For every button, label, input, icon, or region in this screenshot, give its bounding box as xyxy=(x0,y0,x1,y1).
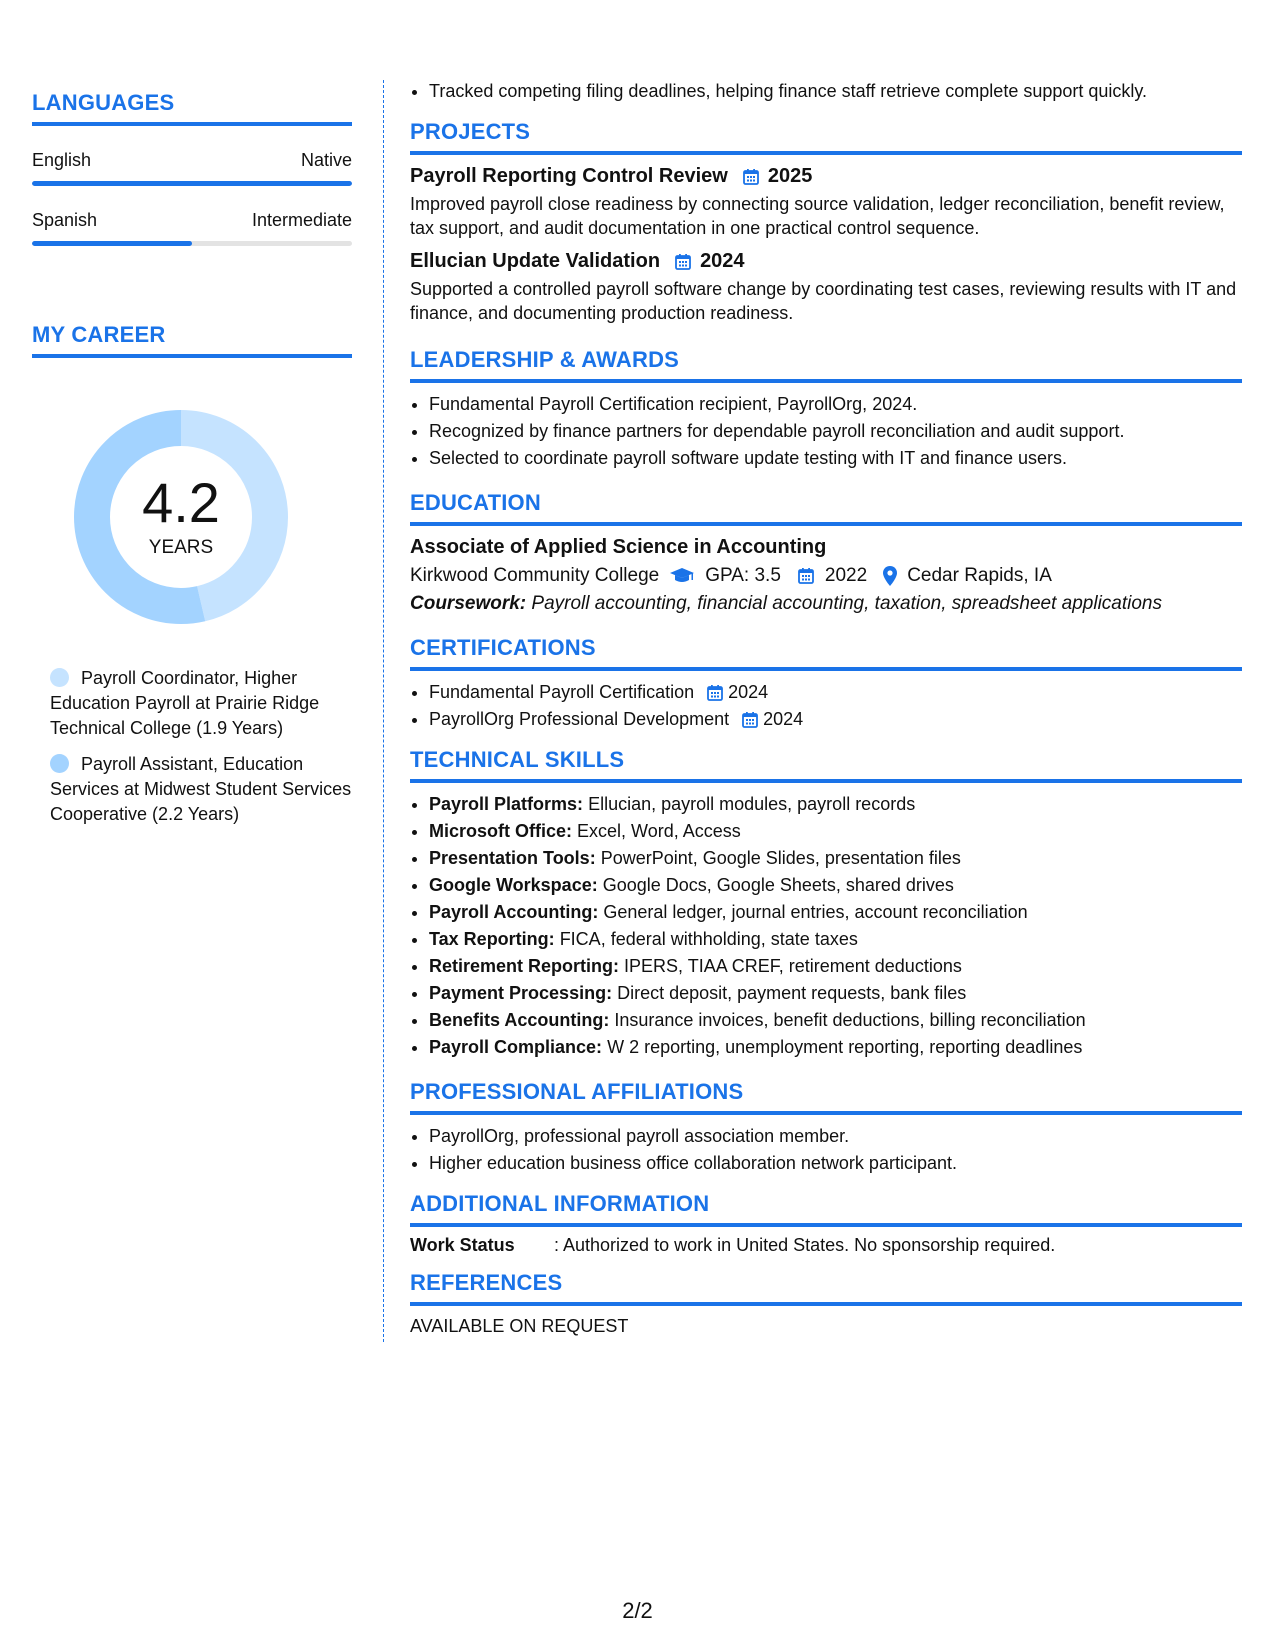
skills-list xyxy=(410,791,1242,1061)
legend-dot xyxy=(50,668,69,687)
leadership-title: LEADERSHIP & AWARDS xyxy=(410,347,1242,383)
project-year: 2024 xyxy=(700,250,745,272)
legend-dot xyxy=(50,754,69,773)
leadership-bullet: • Selected to coordinate payroll software update testing with IT and finance users. xyxy=(429,445,1242,472)
education-details xyxy=(410,565,1242,587)
skill-value: IPERS, TIAA CREF, retirement deductions xyxy=(624,956,962,976)
career-total-unit: YEARS xyxy=(148,537,214,558)
education-gpa: GPA: 3.5 xyxy=(705,565,781,586)
career-section xyxy=(32,322,352,827)
skill-label: Microsoft Office: xyxy=(429,821,573,841)
skill-value: Insurance invoices, benefit deductions, billing reconciliation xyxy=(614,1010,1086,1030)
skill-value: Direct deposit, payment requests, bank files xyxy=(617,983,967,1003)
skill-label: Payroll Platforms: xyxy=(429,794,584,814)
work-status-row xyxy=(410,1235,1242,1256)
skill-item xyxy=(429,845,1242,872)
left-column xyxy=(32,90,352,838)
language-proficiency-fill xyxy=(32,241,192,246)
skills-section xyxy=(410,747,1242,1061)
leadership-bullet: • Recognized by finance partners for dependable payroll reconciliation and audit support. xyxy=(429,418,1242,445)
education-year: 2022 xyxy=(824,565,868,586)
education-coursework xyxy=(410,593,1242,615)
certification-item xyxy=(429,679,1242,706)
skill-label: Payroll Compliance: xyxy=(429,1037,603,1057)
career-role-label: Payroll Assistant, Education Services at Midwest Student Services Cooperative (2.2 Years) xyxy=(50,754,352,824)
leadership-bullet: • Fundamental Payroll Certification recipient, PayrollOrg, 2024. xyxy=(429,391,1242,418)
project-item xyxy=(410,165,1242,240)
skill-item xyxy=(429,926,1242,953)
certifications-list xyxy=(410,679,1242,733)
affiliation-bullet: • PayrollOrg, professional payroll association member. xyxy=(429,1123,1242,1150)
work-status-label: Work Status xyxy=(410,1235,515,1255)
graduation-cap-icon xyxy=(669,567,695,585)
career-legend-item xyxy=(50,666,352,741)
skills-title: TECHNICAL SKILLS xyxy=(410,747,1242,783)
leadership-section xyxy=(410,347,1242,472)
skill-item xyxy=(429,872,1242,899)
skill-label: Payroll Accounting: xyxy=(429,902,599,922)
experience-bullet: • Tracked competing filing deadlines, helping finance staff retrieve complete support quickly. xyxy=(429,78,1242,105)
leadership-list xyxy=(410,391,1242,472)
project-description: Improved payroll close readiness by connecting source validation, ledger reconciliation, benefit review, tax support, and audit documentation in one practical control sequence. xyxy=(410,194,1225,238)
education-title: EDUCATION xyxy=(410,490,1242,526)
certification-item xyxy=(429,706,1242,733)
skill-item xyxy=(429,1034,1242,1061)
career-role-label: Payroll Coordinator, Higher Education Payroll at Prairie Ridge Technical College (1.9 Years) xyxy=(50,668,320,738)
skill-item xyxy=(429,1007,1242,1034)
skill-label: Retirement Reporting: xyxy=(429,956,620,976)
skill-value: Google Docs, Google Sheets, shared drives xyxy=(602,875,954,895)
education-section xyxy=(410,490,1242,615)
certifications-title: CERTIFICATIONS xyxy=(410,635,1242,671)
calendar-icon xyxy=(797,567,815,585)
project-year: 2025 xyxy=(767,165,813,187)
skill-value: Ellucian, payroll modules, payroll records xyxy=(588,794,916,814)
language-item xyxy=(32,210,352,246)
education-degree: Associate of Applied Science in Accounting xyxy=(410,536,827,558)
language-level: Intermediate xyxy=(251,210,352,230)
skill-value: W 2 reporting, unemployment reporting, reporting deadlines xyxy=(607,1037,1083,1057)
references-section xyxy=(410,1270,1242,1337)
references-text: AVAILABLE ON REQUEST xyxy=(410,1316,629,1336)
certification-name: • PayrollOrg Professional Development xyxy=(429,709,730,729)
skill-value: PowerPoint, Google Slides, presentation files xyxy=(600,848,961,868)
language-proficiency-fill xyxy=(32,181,352,186)
skill-label: Tax Reporting: xyxy=(429,929,555,949)
projects-title: PROJECTS xyxy=(410,119,1242,155)
right-column xyxy=(410,78,1242,1337)
affiliations-section xyxy=(410,1079,1242,1177)
education-school: Kirkwood Community College xyxy=(410,565,660,586)
career-title: MY CAREER xyxy=(32,322,352,358)
calendar-icon xyxy=(741,711,759,729)
skill-item xyxy=(429,818,1242,845)
language-proficiency-bar xyxy=(32,241,352,246)
certifications-section xyxy=(410,635,1242,733)
coursework-text: Payroll accounting, financial accounting, taxation, spreadsheet applications xyxy=(531,593,1162,614)
certification-name: • Fundamental Payroll Certification xyxy=(429,682,695,702)
affiliations-list xyxy=(410,1123,1242,1177)
additional-section xyxy=(410,1191,1242,1256)
skill-value: FICA, federal withholding, state taxes xyxy=(559,929,858,949)
additional-title: ADDITIONAL INFORMATION xyxy=(410,1191,1242,1227)
calendar-icon xyxy=(742,168,760,186)
skill-label: Presentation Tools: xyxy=(429,848,596,868)
project-description: Supported a controlled payroll software change by coordinating test cases, reviewing results with IT and finance, and documenting production readiness. xyxy=(410,279,1237,323)
calendar-icon xyxy=(674,253,692,271)
languages-title: LANGUAGES xyxy=(32,90,352,126)
language-proficiency-bar xyxy=(32,181,352,186)
references-title: REFERENCES xyxy=(410,1270,1242,1306)
skill-value: General ledger, journal entries, account reconciliation xyxy=(603,902,1028,922)
skill-item xyxy=(429,899,1242,926)
skill-item xyxy=(429,953,1242,980)
project-name: Ellucian Update Validation xyxy=(410,250,661,272)
project-item xyxy=(410,250,1242,325)
education-location: Cedar Rapids, IA xyxy=(907,565,1052,586)
language-name: Spanish xyxy=(32,210,98,230)
projects-section xyxy=(410,119,1242,325)
column-divider xyxy=(383,80,384,1342)
language-item xyxy=(32,150,352,186)
skill-value: Excel, Word, Access xyxy=(577,821,741,841)
coursework-label: Coursework: xyxy=(410,593,527,614)
skill-label: Google Workspace: xyxy=(429,875,598,895)
language-name: English xyxy=(32,150,92,170)
skill-item xyxy=(429,791,1242,818)
language-level: Native xyxy=(300,150,352,170)
work-status-value: : Authorized to work in United States. No sponsorship required. xyxy=(554,1235,1056,1255)
career-legend-item xyxy=(50,752,352,827)
experience-tail-list xyxy=(410,78,1242,105)
skill-item xyxy=(429,980,1242,1007)
project-name: Payroll Reporting Control Review xyxy=(410,165,728,187)
page-number: 2/2 xyxy=(622,1598,653,1623)
career-donut-chart xyxy=(66,402,296,632)
location-pin-icon xyxy=(883,566,897,586)
affiliations-title: PROFESSIONAL AFFILIATIONS xyxy=(410,1079,1242,1115)
certification-year: 2024 xyxy=(728,682,769,702)
affiliation-bullet: • Higher education business office collaboration network participant. xyxy=(429,1150,1242,1177)
career-legend xyxy=(50,666,352,827)
certification-year: 2024 xyxy=(763,709,804,729)
career-total-value: 4.2 xyxy=(142,471,220,534)
calendar-icon xyxy=(706,684,724,702)
skill-label: Benefits Accounting: xyxy=(429,1010,610,1030)
skill-label: Payment Processing: xyxy=(429,983,613,1003)
